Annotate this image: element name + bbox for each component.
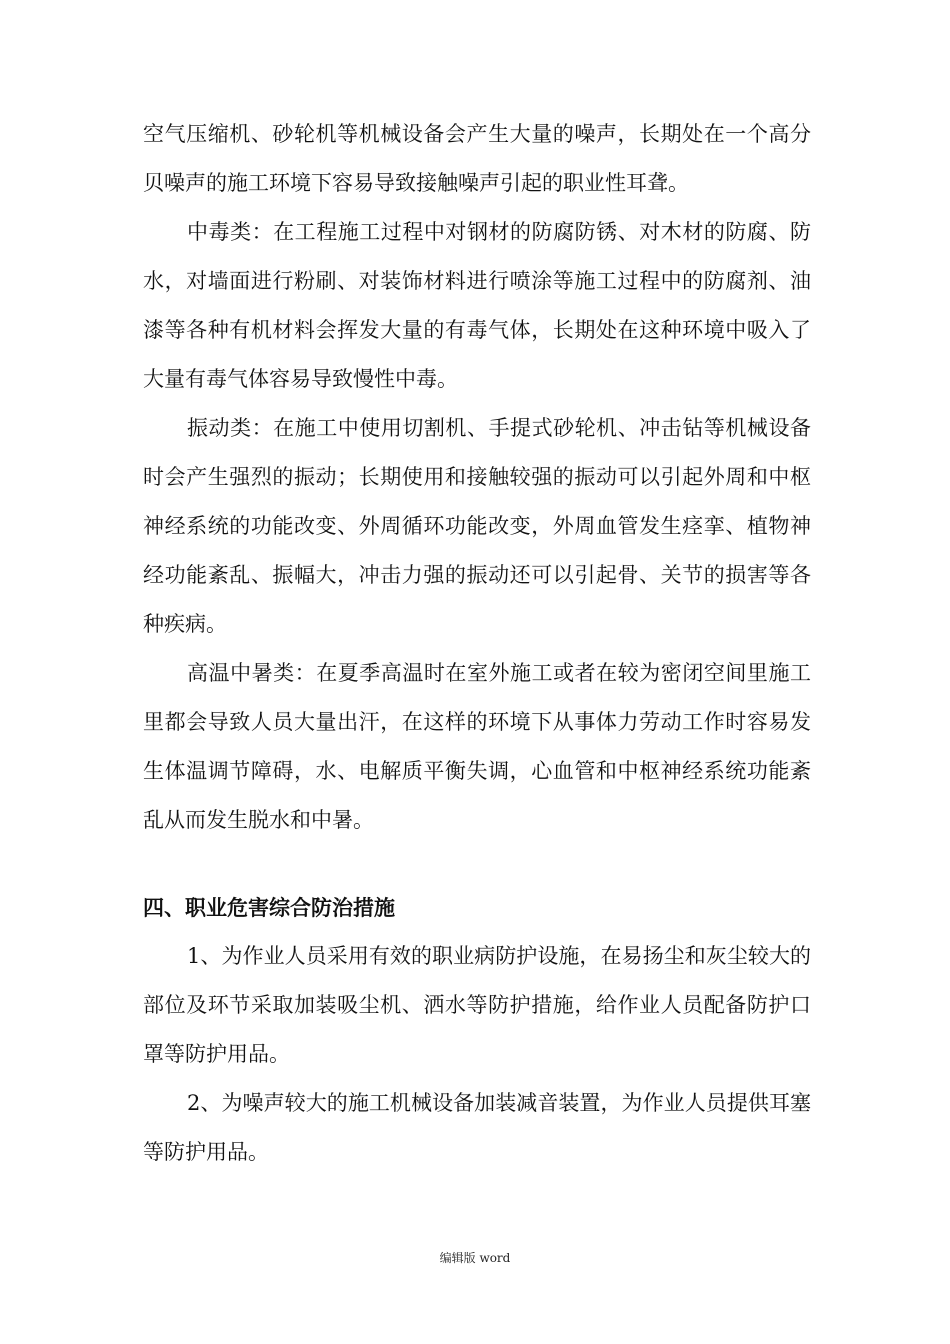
document-body: [143, 110, 811, 1177]
measure-item-1: 1、为作业人员采用有效的职业病防护设施，在易扬尘和灰尘较大的部位及环节采取加装吸尘机、洒水等防护措施，给作业人员配备防护口罩等防护用品。: [143, 944, 811, 1066]
paragraph-poisoning: 中毒类：在工程施工过程中对钢材的防腐防锈、对木材的防腐、防水，对墙面进行粉刷、对装饰材料进行喷涂等施工过程中的防腐剂、油漆等各种有机材料会挥发大量的有毒气体，长期处在这种环境中吸入了大量有毒气体容易导致慢性中毒。: [143, 220, 811, 391]
paragraph-heatstroke: 高温中暑类：在夏季高温时在室外施工或者在较为密闭空间里施工里都会导致人员大量出汗，在这样的环境下从事体力劳动工作时容易发生体温调节障碍，水、电解质平衡失调，心血管和中枢神经系统功能紊乱从而发生脱水和中暑。: [143, 661, 811, 832]
paragraph-noise-continuation: 空气压缩机、砂轮机等机械设备会产生大量的噪声，长期处在一个高分贝噪声的施工环境下容易导致接触噪声引起的职业性耳聋。: [143, 122, 811, 195]
paragraph-vibration: 振动类：在施工中使用切割机、手提式砂轮机、冲击钻等机械设备时会产生强烈的振动；长期使用和接触较强的振动可以引起外周和中枢神经系统的功能改变、外周循环功能改变，外周血管发生痉挛、植物神经功能紊乱、振幅大，冲击力强的振动还可以引起骨、关节的损害等各种疾病。: [143, 416, 811, 636]
section-heading: 四、职业危害综合防治措施: [143, 895, 395, 920]
measure-item-2: 2、为噪声较大的施工机械设备加装减音装置，为作业人员提供耳塞等防护用品。: [143, 1091, 811, 1164]
page-footer: 编辑版 word: [439, 1251, 511, 1265]
